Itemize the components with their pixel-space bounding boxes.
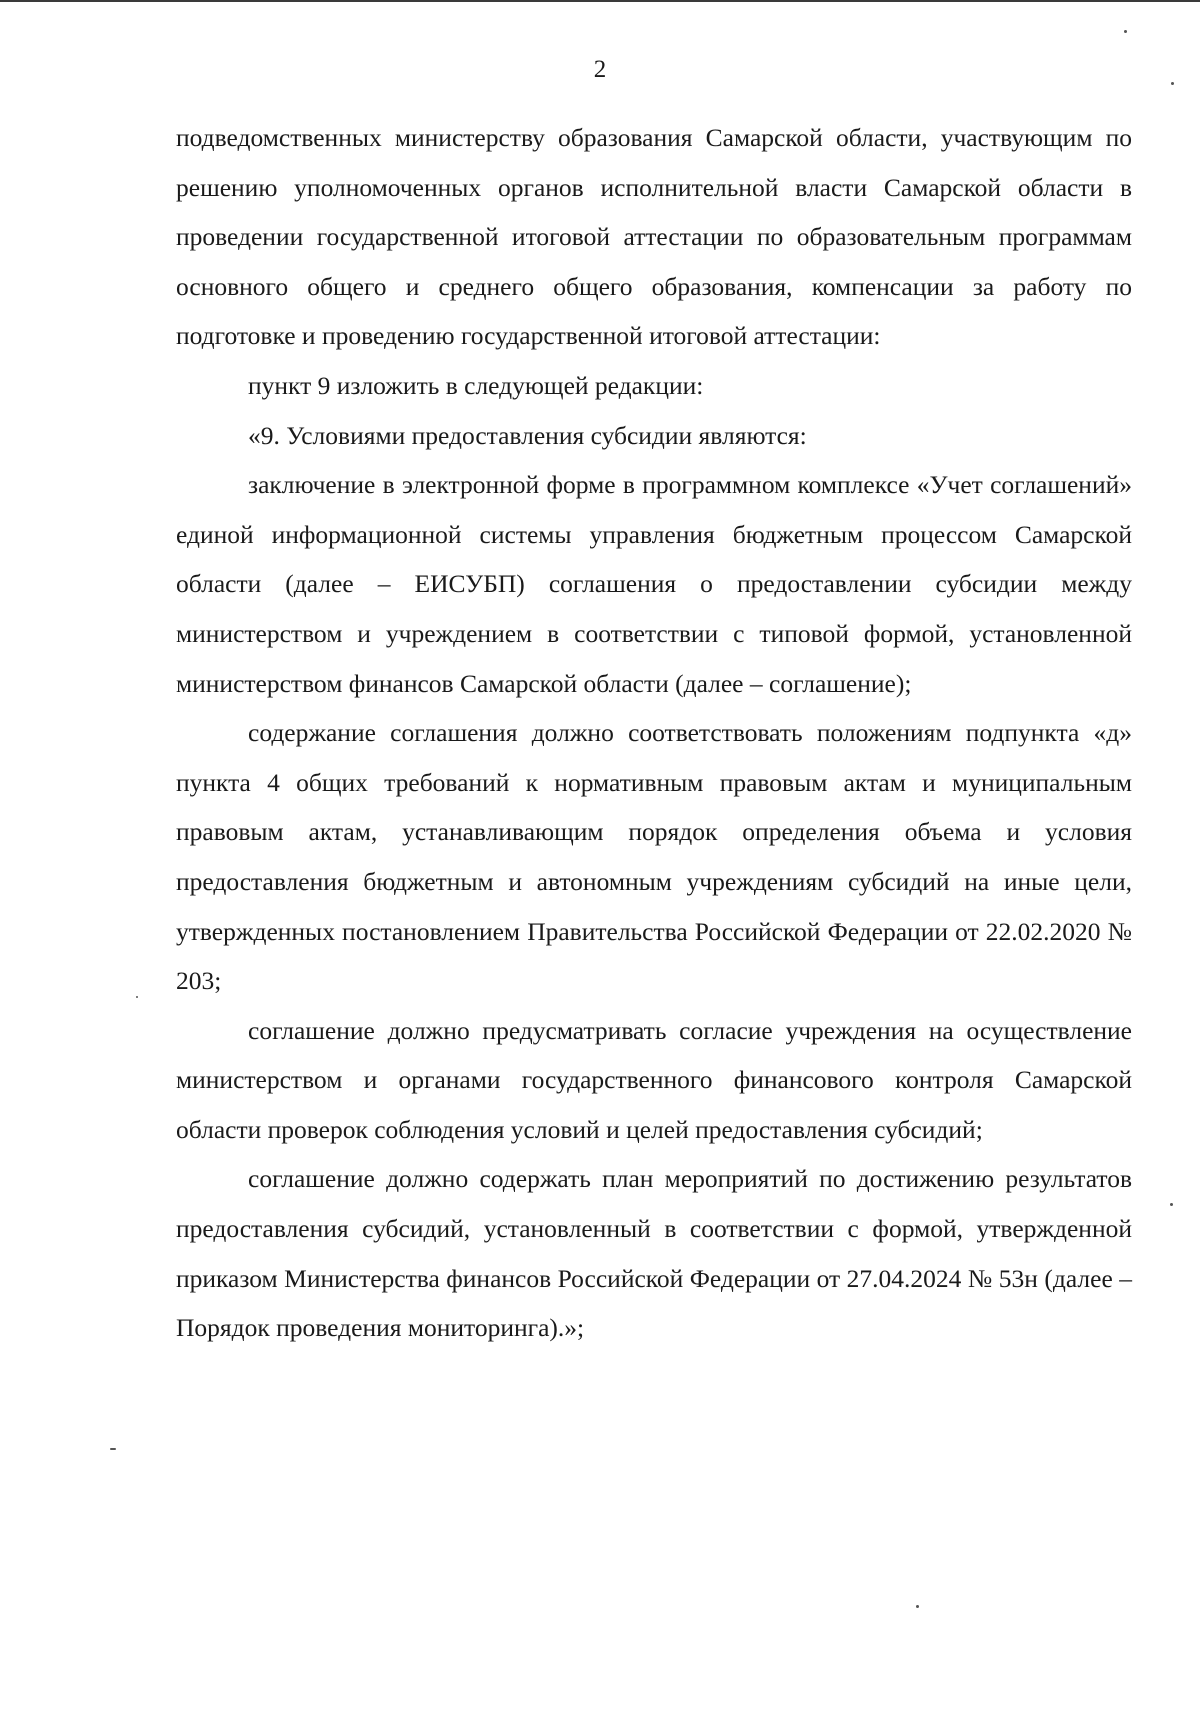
document-paragraph: заключение в электронной форме в программном комплексе «Учет соглашений» единой информационной системы управления бюджетным процессом Самарской области (далее – ЕИСУБП) соглашения о предоставлении субсидии между министерством и учреждением в соответствии с типовой формой, установленной министерством финансов Самарской области (далее – соглашение); xyxy=(176,470,1132,698)
scan-edge-line xyxy=(0,0,1200,2)
scan-speck xyxy=(1171,82,1174,85)
scan-speck xyxy=(1124,30,1127,33)
page-number: 2 xyxy=(593,56,607,83)
document-paragraph: соглашение должно содержать план мероприятий по достижению результатов предоставления субсидий, установленный в соответствии с формой, утвержденной приказом Министерства финансов Российской Федерации от 27.04.2024 № 53н (далее – Порядок проведения мониторинга).»; xyxy=(176,1164,1132,1343)
document-paragraph: содержание соглашения должно соответствовать положениям подпункта «д» пункта 4 общих требований к нормативным правовым актам и муниципальным правовым актам, устанавливающим порядок определения объема и условия предоставления бюджетным и автономным учреждениям субсидий на иные цели, утвержденных постановлением Правительства Российской Федерации от 22.02.2020 № 203; xyxy=(176,718,1132,996)
document-paragraph: пункт 9 изложить в следующей редакции: xyxy=(248,370,704,400)
scan-speck xyxy=(136,996,138,998)
scan-speck xyxy=(1170,1203,1173,1206)
document-body xyxy=(176,113,1132,1353)
document-paragraph: «9. Условиями предоставления субсидии являются: xyxy=(248,420,807,450)
scan-speck xyxy=(110,1448,116,1450)
document-paragraph: подведомственных министерству образования Самарской области, участвующим по решению уполномоченных органов исполнительной власти Самарской области в проведении государственной итоговой аттестации по образовательным программам основного общего и среднего общего образования, компенсации за работу по подготовке и проведению государственной итоговой аттестации: xyxy=(176,123,1132,351)
scan-speck xyxy=(916,1605,919,1608)
document-paragraph: соглашение должно предусматривать согласие учреждения на осуществление министерством и органами государственного финансового контроля Самарской области проверок соблюдения условий и целей предоставления субсидий; xyxy=(176,1015,1132,1144)
